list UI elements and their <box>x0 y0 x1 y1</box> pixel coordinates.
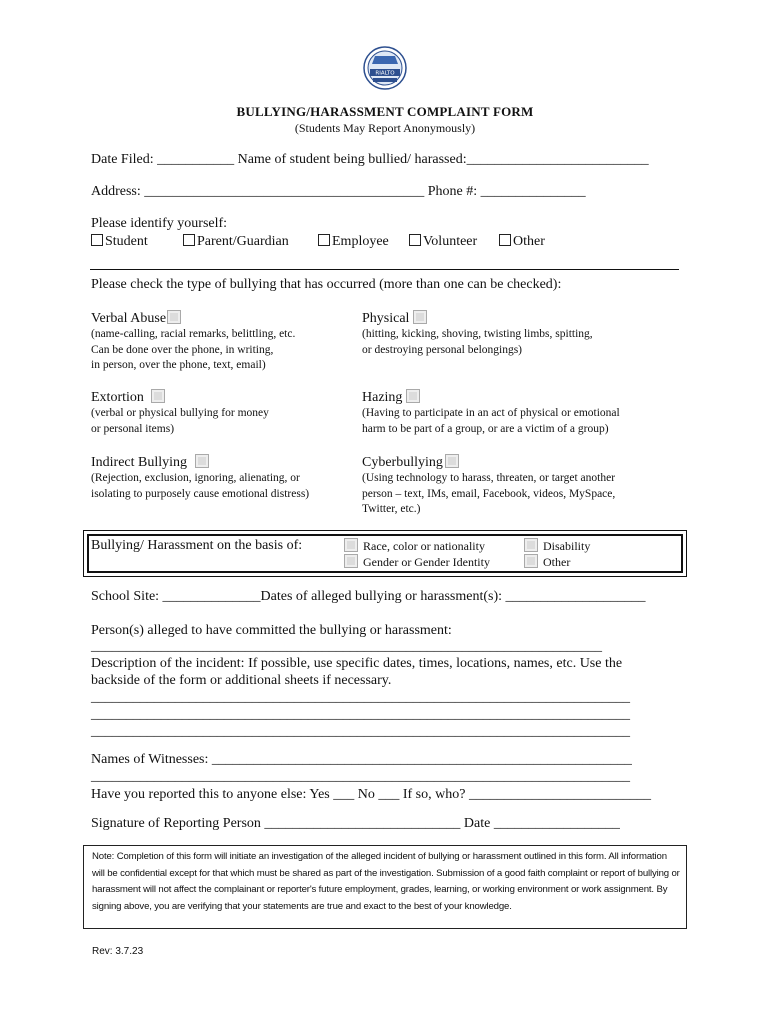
category-hazing: Hazing <box>362 389 420 406</box>
description-label: Description of the incident: If possible, use specific dates, times, locations, names, etc. Use the <box>91 656 623 671</box>
reported-line[interactable]: Have you reported this to anyone else: Yes ___ No ___ If so, who? __________________________ <box>91 787 651 802</box>
basis-option-gender[interactable]: Gender or Gender Identity <box>344 554 490 570</box>
category-cyberbullying: Cyberbullying <box>362 454 459 471</box>
witnesses-line[interactable]: Names of Witnesses: ____________________________________________________________ <box>91 752 632 767</box>
note-text: Note: Completion of this form will initiate an investigation of the alleged incident of bullying or harassment outlined in this form. All information will be confidential except for that which must be shared as part of the investigation. Submission of a good faith complaint or report of bullying or harassment will not affect the complainant or reporter's future employment, grades, learning, or working environment or work assignment. By signing above, you are verifying that your statements are true and exact to the best of your knowledge. <box>92 851 680 912</box>
revision-label: Rev: 3.7.23 <box>92 946 144 957</box>
signature-line[interactable]: Signature of Reporting Person ____________________________ Date __________________ <box>91 816 620 831</box>
logo-text: RIALTO <box>375 70 395 77</box>
bullying-type-prompt: Please check the type of bullying that has occurred (more than one can be checked): <box>91 277 562 292</box>
identify-option-parent[interactable]: Parent/Guardian <box>183 234 289 250</box>
note-box <box>83 845 687 929</box>
description-line-1[interactable]: _____________________________________________________________________________ <box>91 690 630 705</box>
description-label-cont: backside of the form or additional sheets if necessary. <box>91 673 392 688</box>
checkbox-icon[interactable] <box>183 234 195 246</box>
date-filed-line[interactable]: Date Filed: ___________ Name of student being bullied/ harassed:__________________________ <box>91 152 649 167</box>
identify-prompt: Please identify yourself: <box>91 216 228 231</box>
section-divider <box>90 269 679 270</box>
checkbox-icon[interactable] <box>406 389 420 403</box>
basis-label: Bullying/ Harassment on the basis of: <box>91 538 303 553</box>
checkbox-icon[interactable] <box>318 234 330 246</box>
form-title: BULLYING/HARASSMENT COMPLAINT FORM <box>236 104 534 119</box>
checkbox-icon[interactable] <box>91 234 103 246</box>
description-line-2[interactable]: _____________________________________________________________________________ <box>91 707 630 722</box>
identify-option-employee[interactable]: Employee <box>318 234 389 250</box>
checkbox-icon[interactable] <box>167 310 181 324</box>
category-extortion: Extortion <box>91 389 165 406</box>
form-subtitle: (Students May Report Anonymously) <box>294 121 476 135</box>
alleged-person-line[interactable]: _________________________________________________________________________ <box>91 639 602 654</box>
basis-option-other[interactable]: Other <box>524 554 570 570</box>
checkbox-icon[interactable] <box>344 538 358 552</box>
basis-option-race[interactable]: Race, color or nationality <box>344 538 485 554</box>
school-site-line[interactable]: School Site: ______________Dates of alleged bullying or harassment(s): ____________________ <box>91 589 646 604</box>
alleged-person-label: Person(s) alleged to have committed the bullying or harassment: <box>91 623 452 638</box>
description-line-3[interactable]: _____________________________________________________________________________ <box>91 724 630 739</box>
category-verbal-abuse-desc: (name-calling, racial remarks, belittling, etc. Can be done over the phone, in writing, in person, over the phone, text, email) <box>91 328 296 371</box>
category-cyberbullying-desc: (Using technology to harass, threaten, or target another person – text, IMs, email, Facebook, videos, MySpace, Twitter, etc.) <box>362 472 616 515</box>
identify-option-other[interactable]: Other <box>499 234 545 250</box>
category-physical-desc: (hitting, kicking, shoving, twisting limbs, spitting, or destroying personal belongings) <box>362 328 593 356</box>
witnesses-line-2[interactable]: _____________________________________________________________________________ <box>91 769 630 784</box>
district-seal-logo <box>363 46 407 90</box>
category-indirect-bullying-desc: (Rejection, exclusion, ignoring, alienating, or isolating to purposely cause emotional distress) <box>91 472 310 500</box>
checkbox-icon[interactable] <box>195 454 209 468</box>
checkbox-icon[interactable] <box>524 538 538 552</box>
basis-option-disability[interactable]: Disability <box>524 538 590 554</box>
checkbox-icon[interactable] <box>413 310 427 324</box>
checkbox-icon[interactable] <box>445 454 459 468</box>
identify-option-student[interactable]: Student <box>91 234 148 250</box>
checkbox-icon[interactable] <box>524 554 538 568</box>
checkbox-icon[interactable] <box>344 554 358 568</box>
checkbox-icon[interactable] <box>499 234 511 246</box>
address-line[interactable]: Address: ________________________________________ Phone #: _______________ <box>91 184 586 199</box>
category-hazing-desc: (Having to participate in an act of physical or emotional harm to be part of a group, or are a victim of a group) <box>362 407 620 435</box>
identify-option-volunteer[interactable]: Volunteer <box>409 234 477 250</box>
category-physical: Physical <box>362 310 427 327</box>
checkbox-icon[interactable] <box>151 389 165 403</box>
basis-section <box>83 530 687 577</box>
category-extortion-desc: (verbal or physical bullying for money or personal items) <box>91 407 269 435</box>
category-verbal-abuse: Verbal Abuse <box>91 310 181 327</box>
checkbox-icon[interactable] <box>409 234 421 246</box>
category-indirect-bullying: Indirect Bullying <box>91 454 209 471</box>
